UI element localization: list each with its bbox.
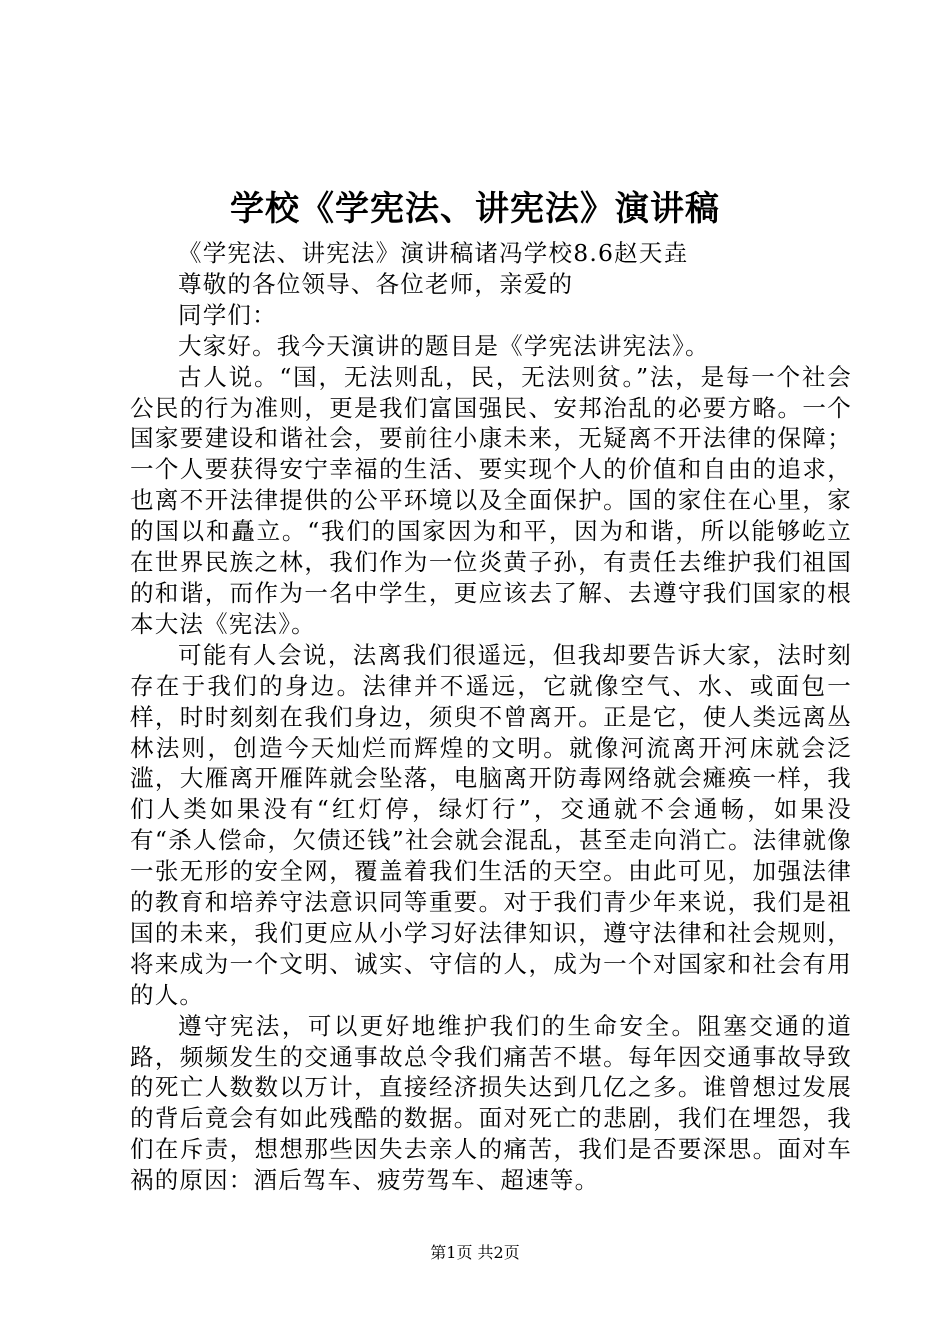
paragraph-salutation-cont: 同学们： (178, 300, 277, 329)
paragraph-body-2: 可能有人会说，法离我们很遥远，但我却要告诉大家，法时刻存在于我们的身边。法律并不遥远，它就像空气、水、或面包一样，时时刻刻在我们身边，须臾不曾离开。正是它，使人类远离丛林法则，创造今天灿烂而辉煌的文明。就像河流离开河床就会泛滥，大雁离开雁阵就会坠落，电脑离开防毒网络就会瘫痪一样，我们人类如果没有“红灯停，绿灯行”，交通就不会通畅，如果没有“杀人偿命，欠债还钱”社会就会混乱，甚至走向消亡。法律就像一张无形的安全网，覆盖着我们生活的天空。由此可见，加强法律的教育和培养守法意识同等重要。对于我们青少年来说，我们是祖国的未来，我们更应从小学习好法律知识，遵守法律和社会规则，将来成为一个文明、诚实、守信的人，成为一个对国家和社会有用的人。 (130, 640, 852, 1009)
paragraph-greeting: 大家好。我今天演讲的题目是《学宪法讲宪法》。 (178, 331, 710, 360)
document-title: 学校《学宪法、讲宪法》演讲稿 (230, 189, 720, 229)
document-body (130, 238, 852, 1196)
page-footer: 第1页 共2页 (430, 1243, 520, 1262)
paragraph-body-1: 古人说。“国，无法则乱，民，无法则贫。”法，是每一个社会公民的行为准则，更是我们富国强民、安邦治乱的必要方略。一个国家要建设和谐社会，要前往小康未来，无疑离不开法律的保障；一个人要获得安宁幸福的生活、要实现个人的价值和自由的追求，也离不开法律提供的公平环境以及全面保护。国的家住在心里，家的国以和矗立。“我们的国家因为和平，因为和谐，所以能够屹立在世界民族之林，我们作为一位炎黄子孙，有责任去维护我们祖国的和谐，而作为一名中学生，更应该去了解、去遵守我们国家的根本大法《宪法》。 (130, 362, 852, 638)
paragraph-subtitle: 《学宪法、讲宪法》演讲稿诸冯学校8.6赵天垚 (178, 239, 689, 267)
paragraph-salutation: 尊敬的各位领导、各位老师，亲爱的 (178, 269, 574, 298)
paragraph-body-3: 遵守宪法，可以更好地维护我们的生命安全。阻塞交通的道路，频频发生的交通事故总令我们痛苦不堪。每年因交通事故导致的死亡人数数以万计，直接经济损失达到几亿之多。谁曾想过发展的背后竟会有如此残酷的数据。面对死亡的悲剧，我们在埋怨，我们在斥责，想想那些因失去亲人的痛苦，我们是否要深思。面对车祸的原因：酒后驾车、疲劳驾车、超速等。 (130, 1011, 852, 1195)
